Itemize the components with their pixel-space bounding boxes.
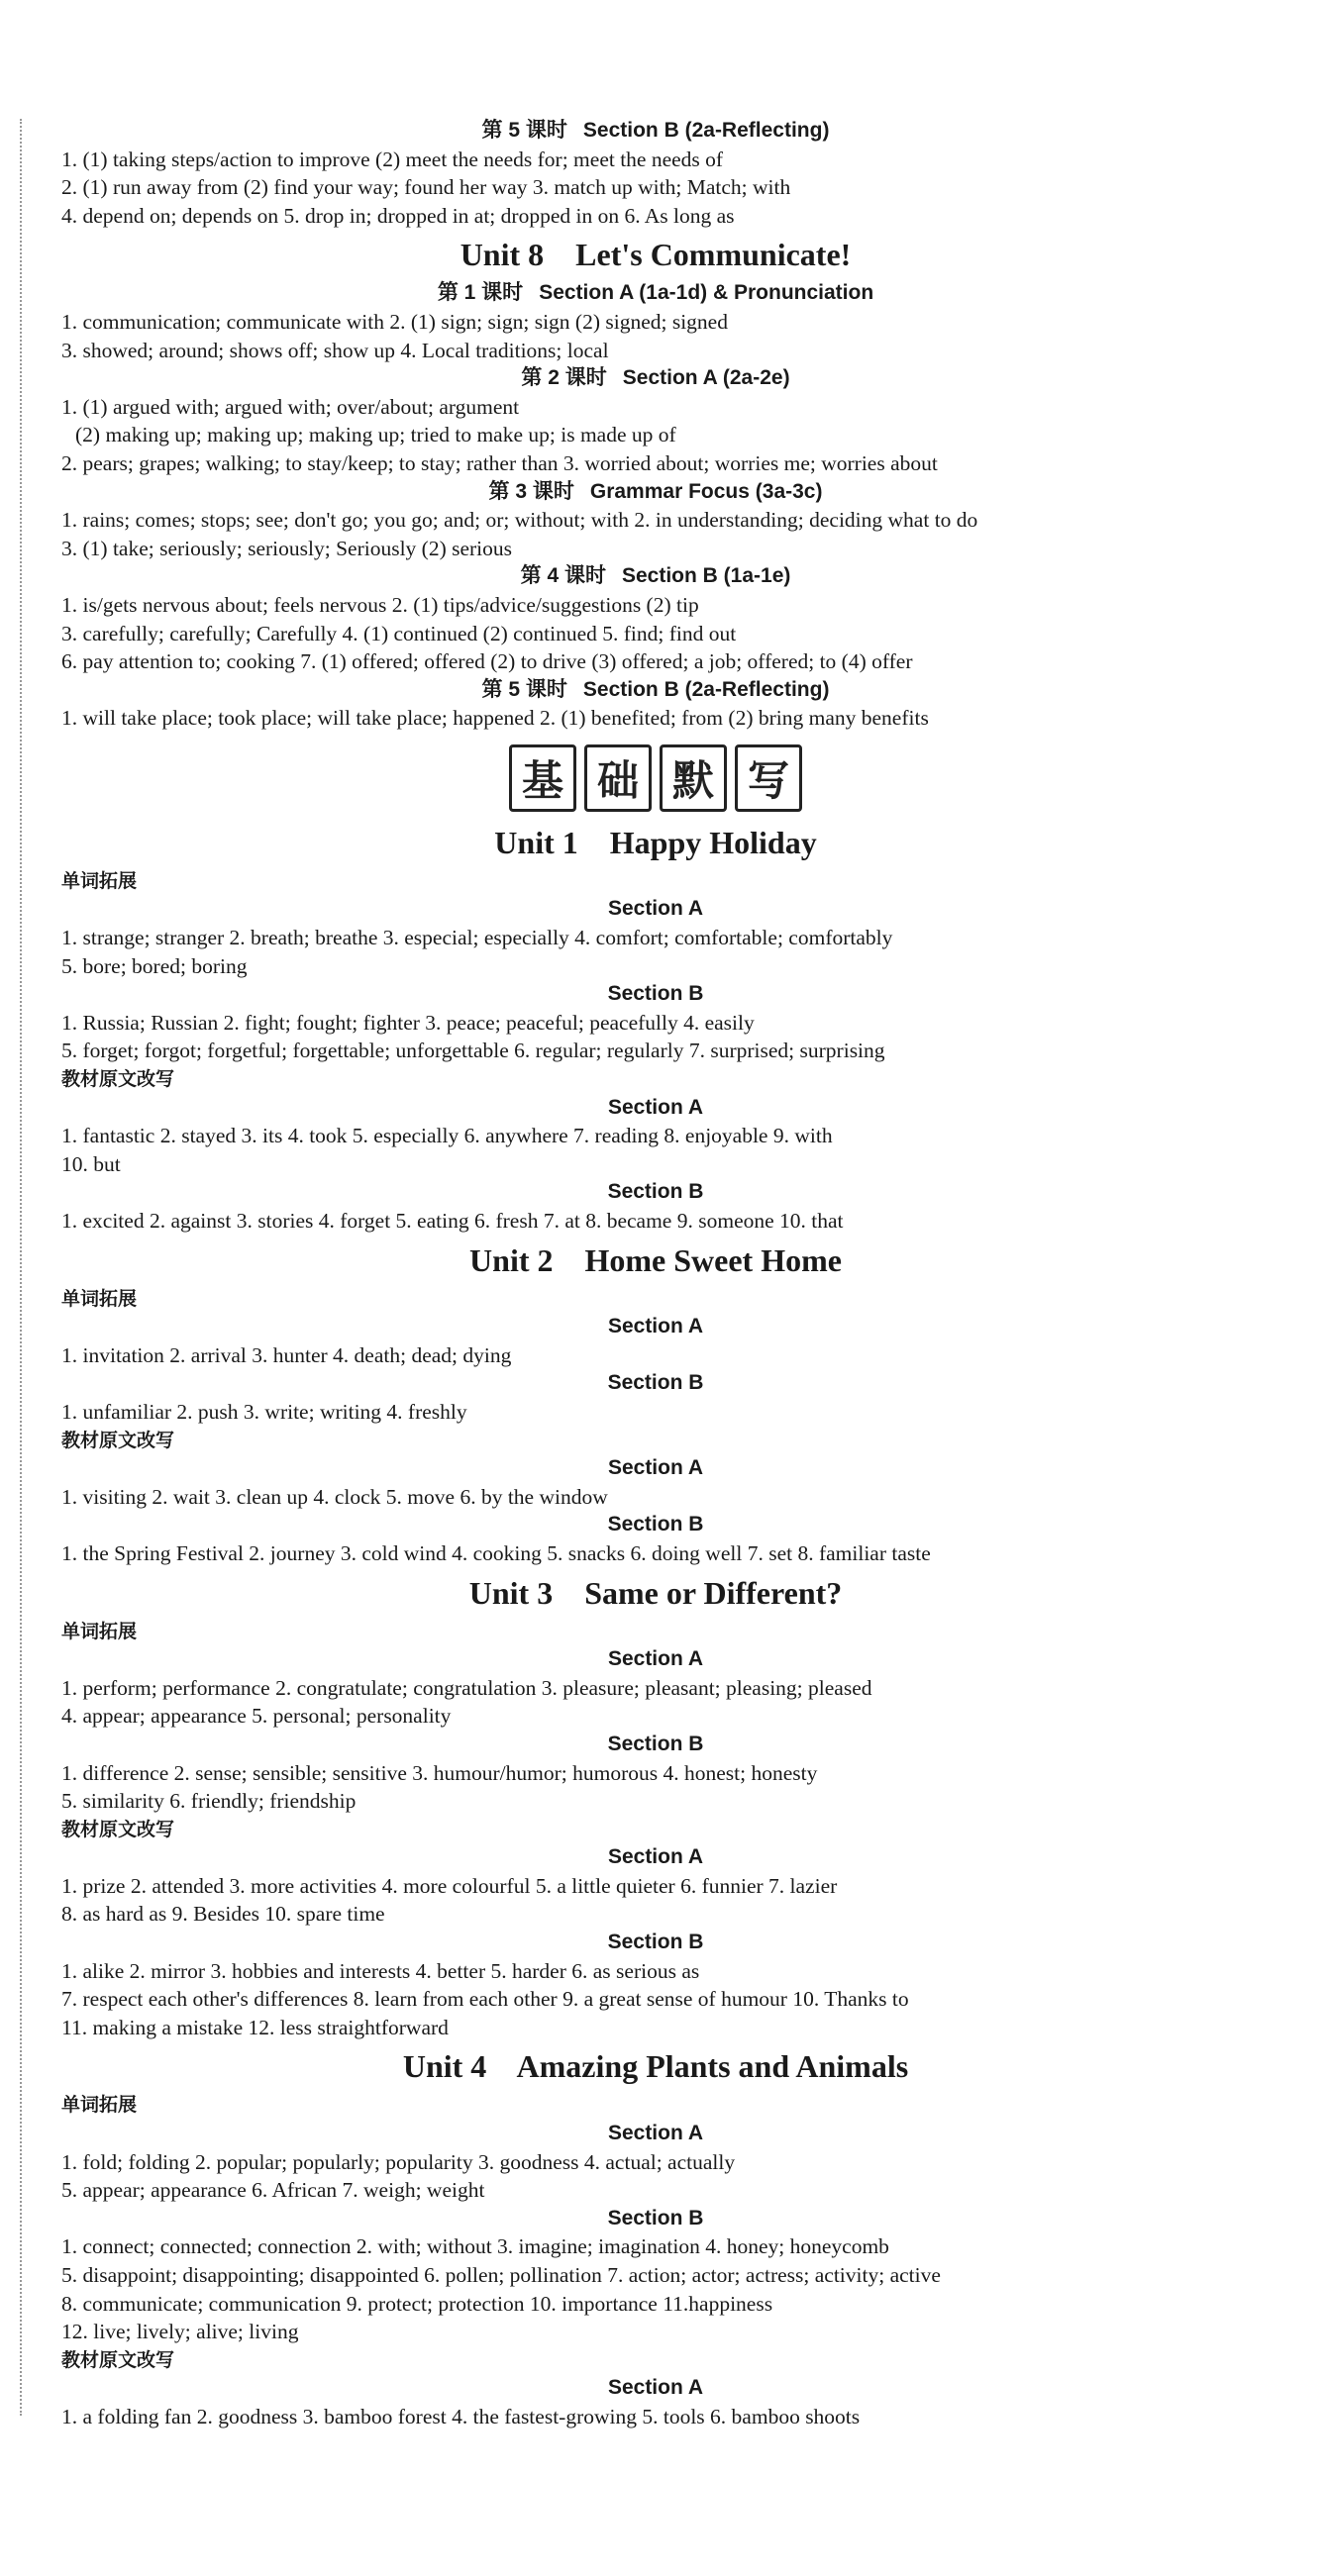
- answer-line: 1. strange; stranger 2. breath; breathe 3. especial; especially 4. comfort; comfortable; comfortably: [61, 926, 893, 950]
- lesson-label: 第 5 课时: [481, 677, 567, 701]
- lesson-section: Section A (1a-1d) & Pronunciation: [539, 281, 874, 305]
- lesson-label: 第 2 课时: [521, 366, 607, 390]
- answer-line: 1. fold; folding 2. popular; popularly; popularity 3. goodness 4. actual; actually: [61, 2149, 736, 2174]
- section-banner: [61, 744, 1250, 812]
- answer-line: 1. prize 2. attended 3. more activities 4. more colourful 5. a little quieter 6. funnier 7. lazier: [61, 1873, 838, 1898]
- section-heading: Section A: [607, 1095, 704, 1119]
- lesson-label: 第 1 课时: [437, 281, 524, 305]
- lesson-label: 第 5 课时: [481, 119, 567, 142]
- lesson-label: 第 4 课时: [520, 564, 606, 588]
- answer-line: 3. showed; around; shows off; show up 4. Local traditions; local: [61, 338, 609, 362]
- answer-line: 7. respect each other's differences 8. learn from each other 9. a great sense of humour 10. Thanks to: [61, 1987, 909, 2012]
- lesson-heading: [61, 279, 1250, 308]
- category-label: 单词拓展: [61, 1620, 138, 1642]
- banner-char: 默: [660, 744, 727, 812]
- unit-title: Unit 3 Same or Different?: [468, 1574, 843, 1611]
- answer-line: 1. unfamiliar 2. push 3. write; writing 4. freshly: [61, 1399, 467, 1424]
- answer-line: 6. pay attention to; cooking 7. (1) offered; offered (2) to drive (3) offered; a job; offered; to (4) offer: [61, 649, 913, 674]
- answer-line: 1. communication; communicate with 2. (1) sign; sign; sign (2) signed; signed: [61, 309, 728, 334]
- unit-title: Unit 1 Happy Holiday: [494, 824, 817, 860]
- category-label: 单词拓展: [61, 869, 138, 892]
- answer-line: 1. the Spring Festival 2. journey 3. cold wind 4. cooking 5. snacks 6. doing well 7. set 8. familiar taste: [61, 1540, 931, 1565]
- section-heading: Section B: [607, 1180, 704, 1204]
- answer-line: 5. similarity 6. friendly; friendship: [61, 1789, 357, 1814]
- answer-line: 1. (1) taking steps/action to improve (2) meet the needs for; meet the needs of: [61, 147, 724, 171]
- lesson-section: Grammar Focus (3a-3c): [589, 479, 823, 503]
- section-heading: Section B: [607, 1371, 704, 1395]
- answer-line: 5. bore; bored; boring: [61, 953, 248, 978]
- answer-line: 1. Russia; Russian 2. fight; fought; fighter 3. peace; peaceful; peacefully 4. easily: [61, 1010, 755, 1035]
- unit-title: Unit 2 Home Sweet Home: [469, 1241, 842, 1278]
- answer-line: 8. communicate; communication 9. protect; protection 10. importance 11.happiness: [61, 2291, 773, 2316]
- answer-line: 1. is/gets nervous about; feels nervous 2. (1) tips/advice/suggestions (2) tip: [61, 592, 699, 617]
- answer-line: 1. excited 2. against 3. stories 4. forget 5. eating 6. fresh 7. at 8. became 9. someone 10. that: [61, 1209, 844, 1233]
- section-heading: Section B: [607, 982, 704, 1006]
- lesson-label: 第 3 课时: [488, 479, 574, 503]
- category-label: 教材原文改写: [61, 1068, 175, 1091]
- section-heading: Section A: [607, 2376, 704, 2400]
- section-heading: Section A: [607, 2122, 704, 2145]
- category-label: 教材原文改写: [61, 1818, 175, 1840]
- answer-line: 1. alike 2. mirror 3. hobbies and interests 4. better 5. harder 6. as serious as: [61, 1958, 700, 1983]
- answer-line: 5. forget; forgot; forgetful; forgettable; unforgettable 6. regular; regularly 7. surprised; surprising: [61, 1039, 885, 1063]
- answer-line: 1. connect; connected; connection 2. with; without 3. imagine; imagination 4. honey; honeycomb: [61, 2234, 889, 2259]
- category-label: 教材原文改写: [61, 1429, 175, 1451]
- category-label: 教材原文改写: [61, 2348, 175, 2371]
- answer-line: 2. (1) run away from (2) find your way; found her way 3. match up with; Match; with: [61, 175, 791, 200]
- section-heading: Section B: [607, 1513, 704, 1536]
- answer-line: 5. disappoint; disappointing; disappointed 6. pollen; pollination 7. action; actor; actress; activity; active: [61, 2263, 941, 2287]
- unit-title: Unit 4 Amazing Plants and Animals: [402, 2048, 909, 2085]
- binding-margin-dots: [20, 119, 22, 2416]
- answer-line: 8. as hard as 9. Besides 10. spare time: [61, 1902, 385, 1927]
- lesson-heading: [61, 478, 1250, 507]
- category-label: 单词拓展: [61, 1287, 138, 1310]
- answer-line: 1. visiting 2. wait 3. clean up 4. clock 5. move 6. by the window: [61, 1484, 608, 1509]
- lesson-heading: [61, 117, 1250, 146]
- answer-page: [61, 117, 1250, 2431]
- section-heading: Section A: [607, 1647, 704, 1671]
- section-heading: Section A: [607, 1845, 704, 1869]
- unit-title: Unit 8 Let's Communicate!: [460, 237, 852, 273]
- section-heading: Section A: [607, 1456, 704, 1480]
- section-heading: Section B: [607, 1732, 704, 1755]
- answer-line: 1. invitation 2. arrival 3. hunter 4. death; dead; dying: [61, 1342, 512, 1367]
- answer-line: 1. rains; comes; stops; see; don't go; you go; and; or; without; with 2. in understanding; deciding what to do: [61, 508, 978, 533]
- lesson-heading: [61, 562, 1250, 591]
- answer-line: 1. difference 2. sense; sensible; sensitive 3. humour/humor; humorous 4. honest; honesty: [61, 1760, 818, 1785]
- answer-line: 1. fantastic 2. stayed 3. its 4. took 5. especially 6. anywhere 7. reading 8. enjoyable 9. with: [61, 1124, 833, 1148]
- answer-line: 4. depend on; depends on 5. drop in; dropped in at; dropped in on 6. As long as: [61, 203, 735, 228]
- section-heading: Section A: [607, 897, 704, 921]
- answer-line: 4. appear; appearance 5. personal; personality: [61, 1704, 452, 1729]
- banner-char: 基: [509, 744, 576, 812]
- lesson-section: Section B (2a-Reflecting): [582, 677, 830, 701]
- answer-line: 2. pears; grapes; walking; to stay/keep; to stay; rather than 3. worried about; worries me; worries about: [61, 450, 938, 475]
- answer-line: 1. (1) argued with; argued with; over/about; argument: [61, 394, 520, 419]
- answer-line: 11. making a mistake 12. less straightforward: [61, 2015, 449, 2039]
- section-heading: Section A: [607, 1315, 704, 1338]
- banner-char: 写: [735, 744, 802, 812]
- answer-line: 10. but: [61, 1151, 121, 1176]
- lesson-heading: [61, 676, 1250, 705]
- section-heading: Section B: [607, 2206, 704, 2229]
- answer-line: 3. (1) take; seriously; seriously; Seriously (2) serious: [61, 536, 513, 560]
- answer-line: 1. perform; performance 2. congratulate; congratulation 3. pleasure; pleasant; pleasing; pleased: [61, 1675, 872, 1700]
- answer-line: 3. carefully; carefully; Carefully 4. (1) continued (2) continued 5. find; find out: [61, 621, 737, 645]
- answer-line: 1. will take place; took place; will take place; happened 2. (1) benefited; from (2) bring many benefits: [61, 706, 929, 731]
- lesson-section: Section B (2a-Reflecting): [582, 119, 830, 142]
- lesson-heading: [61, 364, 1250, 393]
- answer-line: (2) making up; making up; making up; tried to make up; is made up of: [75, 423, 676, 447]
- lesson-section: Section B (1a-1e): [621, 564, 791, 588]
- category-label: 单词拓展: [61, 2094, 138, 2117]
- lesson-section: Section A (2a-2e): [622, 366, 790, 390]
- section-heading: Section B: [607, 1931, 704, 1954]
- answer-line: 1. a folding fan 2. goodness 3. bamboo forest 4. the fastest-growing 5. tools 6. bamboo shoots: [61, 2404, 861, 2428]
- answer-line: 5. appear; appearance 6. African 7. weigh; weight: [61, 2178, 485, 2203]
- answer-line: 12. live; lively; alive; living: [61, 2320, 299, 2344]
- banner-char: 础: [584, 744, 652, 812]
